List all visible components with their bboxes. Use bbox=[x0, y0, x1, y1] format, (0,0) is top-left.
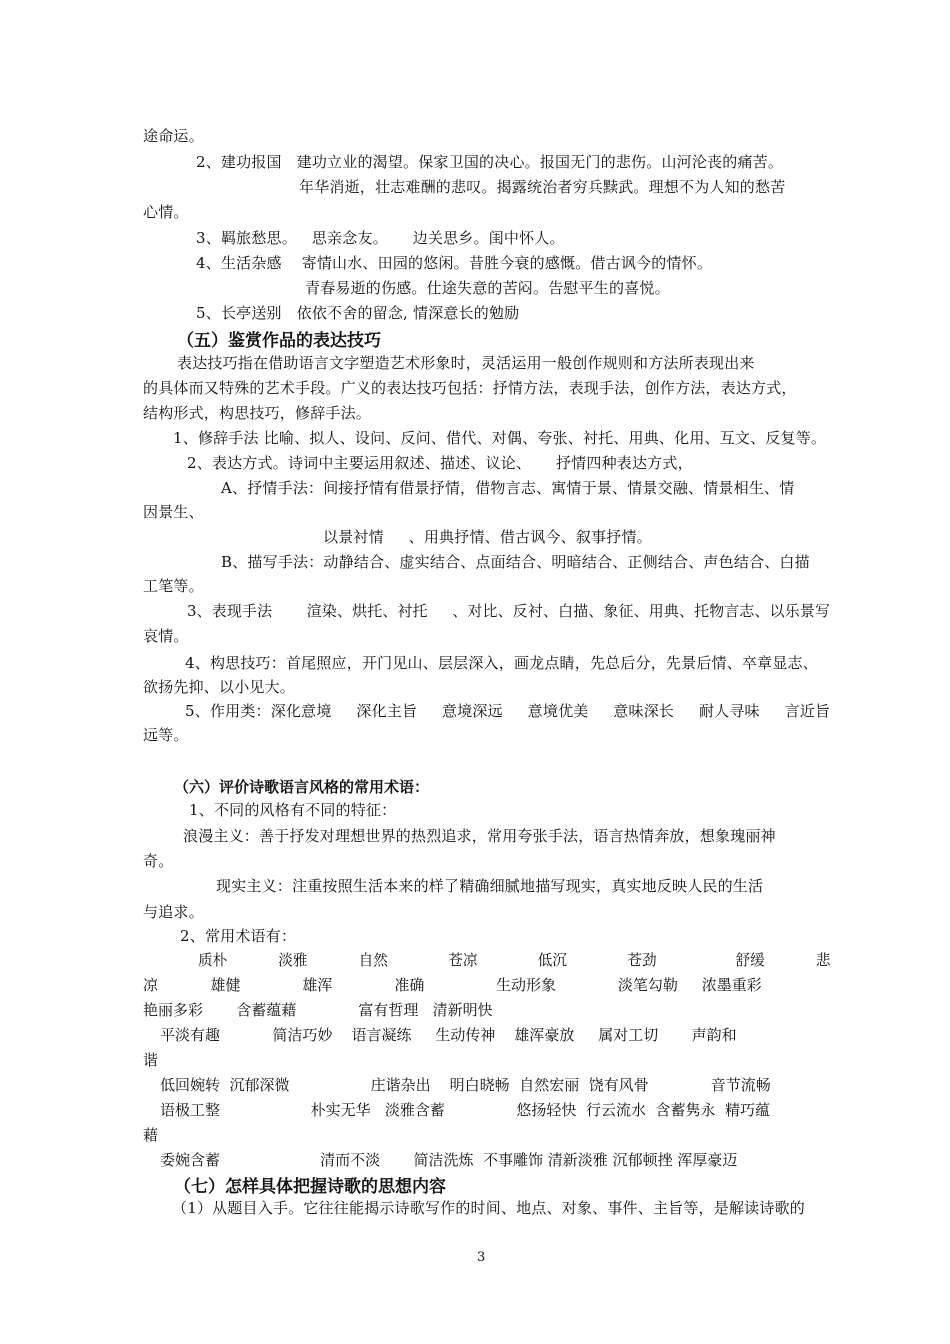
text-line: 2、常用术语有： bbox=[180, 927, 297, 945]
section-heading: （七）怎样具体把握诗歌的思想内容 bbox=[174, 1177, 446, 1197]
text-line: 4、生活杂感 寄情山水、田园的悠闲。昔胜今衰的感慨。借古讽今的情怀。 bbox=[196, 254, 713, 272]
term-line: 谐 bbox=[143, 1051, 159, 1069]
text-line: 工笔等。 bbox=[143, 577, 204, 595]
text-line: 与追求。 bbox=[143, 903, 204, 921]
term-line: 艳丽多彩 含蓄蕴藉 富有哲理 清新明快 bbox=[143, 1001, 493, 1019]
term-line: 凉 雄健 雄浑 准确 生动形象 淡笔勾勒 浓墨重彩 bbox=[143, 976, 762, 994]
text-line: 5、长亭送别 依依不舍的留念, 情深意长的勉励 bbox=[196, 304, 520, 322]
text-line: 1、修辞手法 比喻、拟人、设问、反问、借代、对偶、夸张、衬托、用典、化用、互文、反复等。 bbox=[173, 429, 827, 447]
text-line: 2、建功报国 建功立业的渴望。保家卫国的决心。报国无门的悲伤。山河沦丧的痛苦。 bbox=[196, 153, 784, 171]
term-line: 委婉含蓄 清而不淡 简洁洗炼 不事雕饰 清新淡雅 沉郁顿挫 浑厚豪迈 bbox=[160, 1151, 738, 1169]
text-line: 青春易逝的伤感。仕途失意的苦闷。告慰平生的喜悦。 bbox=[305, 279, 670, 297]
text-line: 3、表现手法 渲染、烘托、衬托 、对比、反衬、白描、象征、用典、托物言志、以乐景写 bbox=[187, 602, 831, 620]
text-line: 结构形式，构思技巧，修辞手法。 bbox=[143, 404, 372, 422]
text-line: A、抒情手法：间接抒情有借景抒情，借物言志、寓情于景、情景交融、情景相生、情 bbox=[221, 479, 795, 497]
text-line: 哀情。 bbox=[143, 627, 189, 645]
text-line: 欲扬先抑、以小见大。 bbox=[143, 678, 296, 696]
term-line: 语极工整 朴实无华 淡雅含蓄 悠扬轻快 行云流水 含蓄隽永 精巧蕴 bbox=[160, 1101, 771, 1119]
term-line: 低回婉转 沉郁深微 庄谐杂出 明白晓畅 自然宏丽 饶有风骨 音节流畅 bbox=[160, 1076, 771, 1094]
text-line: 表达技巧指在借助语言文字塑造艺术形象时，灵活运用一般创作规则和方法所表现出来 bbox=[177, 354, 755, 372]
term-line: 平淡有趣 简洁巧妙 语言凝练 生动传神 雄浑豪放 属对工切 声韵和 bbox=[160, 1026, 737, 1044]
term-line: 藉 bbox=[143, 1126, 159, 1144]
text-line: B、描写手法：动静结合、虚实结合、点面结合、明暗结合、正侧结合、声色结合、白描 bbox=[221, 553, 810, 571]
text-line: 因景生、 bbox=[143, 503, 204, 521]
text-line: （1）从题目入手。它往往能揭示诗歌写作的时间、地点、对象、事件、主旨等，是解读诗歌的 bbox=[172, 1199, 805, 1217]
text-line: 现实主义：注重按照生活本来的样了精确细腻地描写现实，真实地反映人民的生活 bbox=[216, 877, 764, 895]
text-line: 4、构思技巧：首尾照应，开门见山、层层深入，画龙点睛，先总后分，先景后情、卒章显志、 bbox=[185, 654, 818, 672]
text-line: 1、不同的风格有不同的特征： bbox=[189, 801, 397, 819]
text-line: 以景衬情 、用典抒情、借古讽今、叙事抒情。 bbox=[323, 528, 652, 546]
text-line: 浪漫主义：善于抒发对理想世界的热烈追求，常用夸张手法，语言热情奔放，想象瑰丽神 bbox=[183, 827, 776, 845]
text-line: 途命运。 bbox=[143, 127, 204, 145]
text-line: 的具体而又特殊的艺术手段。广义的表达技巧包括：抒情方法，表现手法，创作方法，表达方式， bbox=[143, 379, 797, 397]
text-line: 5、作用类：深化意境 深化主旨 意境深远 意境优美 意味深长 耐人寻味 言近旨 bbox=[185, 702, 831, 720]
text-line: 年华消逝，壮志难酬的悲叹。揭露统治者穷兵黩武。理想不为人知的愁苦 bbox=[299, 178, 786, 196]
section-heading: （五）鉴赏作品的表达技巧 bbox=[177, 331, 381, 351]
text-line: 2、表达方式。诗词中主要运用叙述、描述、议论、 抒情四种表达方式， bbox=[187, 454, 693, 472]
text-line: 奇。 bbox=[143, 852, 174, 870]
text-line: 远等。 bbox=[143, 726, 189, 744]
term-line: 质朴 淡雅 自然 苍凉 低沉 苍劲 舒缓 悲 bbox=[198, 951, 831, 969]
page-number: 3 bbox=[477, 1250, 486, 1265]
section-heading: （六）评价诗歌语言风格的常用术语： bbox=[174, 778, 430, 796]
text-line: 心情。 bbox=[143, 203, 189, 221]
text-line: 3、羁旅愁思。 思亲念友。 边关思乡。闺中怀人。 bbox=[196, 229, 565, 247]
